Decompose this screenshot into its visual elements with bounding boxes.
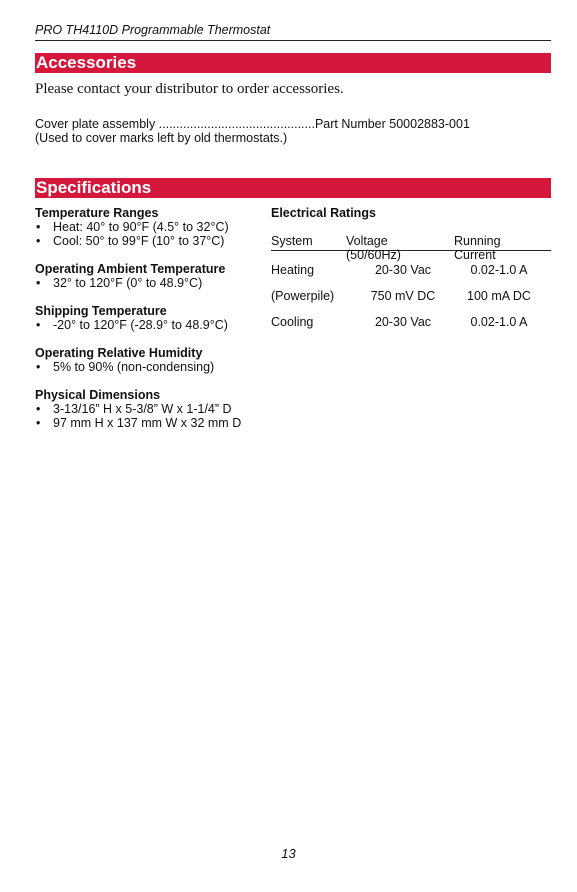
electrical-ratings-table: [271, 206, 551, 339]
cell-running-current: 100 mA DC: [467, 289, 531, 303]
spec-section-title: Physical Dimensions: [35, 388, 161, 402]
table-row: [271, 261, 551, 287]
cover-plate-part-line: Cover plate assembly .............................................Part Number 50002883-001: [35, 117, 470, 131]
accessories-heading: Accessories: [35, 53, 551, 73]
cell-voltage: 750 mV DC: [370, 289, 436, 303]
cell-system: (Powerpile): [271, 289, 335, 303]
spec-section-operating-relative-humidity: [35, 346, 275, 374]
spec-section-shipping-temperature: [35, 304, 275, 332]
cell-running-current: 0.02-1.0 A: [470, 263, 528, 277]
cell-system: Cooling: [271, 315, 314, 329]
table-row: [271, 313, 551, 339]
specifications-heading: Specifications: [35, 178, 551, 198]
electrical-ratings-header-row: [271, 234, 551, 262]
spec-section-title: Operating Ambient Temperature: [35, 262, 226, 276]
table-row: [271, 287, 551, 313]
spec-section-title: Shipping Temperature: [35, 304, 167, 318]
column-header-voltage: Voltage (50/60Hz): [346, 234, 401, 262]
cover-plate-note: (Used to cover marks left by old thermostats.): [35, 131, 288, 145]
spec-bullet-item: • 3-13/16” H x 5-3/8” W x 1-1/4” D: [36, 402, 232, 416]
spec-section-physical-dimensions: [35, 388, 275, 430]
column-header-running-current: Running Current: [454, 234, 501, 262]
cell-voltage: 20-30 Vac: [374, 315, 432, 329]
cell-running-current: 0.02-1.0 A: [470, 315, 528, 329]
cell-system: Heating: [271, 263, 315, 277]
spec-section-operating-ambient-temperature: [35, 262, 275, 290]
page-number: 13: [281, 846, 296, 861]
spec-bullet-item: • Cool: 50° to 99°F (10° to 37°C): [36, 234, 225, 248]
spec-bullet-item: • Heat: 40° to 90°F (4.5° to 32°C): [36, 220, 229, 234]
spec-bullet-item: • 97 mm H x 137 mm W x 32 mm D: [36, 416, 242, 430]
spec-bullet-item: • 5% to 90% (non-condensing): [36, 360, 215, 374]
spec-bullet-item: • 32° to 120°F (0° to 48.9°C): [36, 276, 203, 290]
document-header: PRO TH4110D Programmable Thermostat: [35, 23, 551, 41]
cell-voltage: 20-30 Vac: [374, 263, 432, 277]
accessories-intro: Please contact your distributor to order accessories.: [35, 81, 344, 97]
spec-bullet-item: • -20° to 120°F (-28.9° to 48.9°C): [36, 318, 228, 332]
spec-section-temperature-ranges: [35, 206, 275, 248]
spec-section-title: Operating Relative Humidity: [35, 346, 203, 360]
specifications-list: [35, 206, 275, 444]
column-header-system: System: [271, 234, 313, 248]
spec-section-title: Temperature Ranges: [35, 206, 159, 220]
electrical-ratings-title: Electrical Ratings: [271, 206, 376, 220]
